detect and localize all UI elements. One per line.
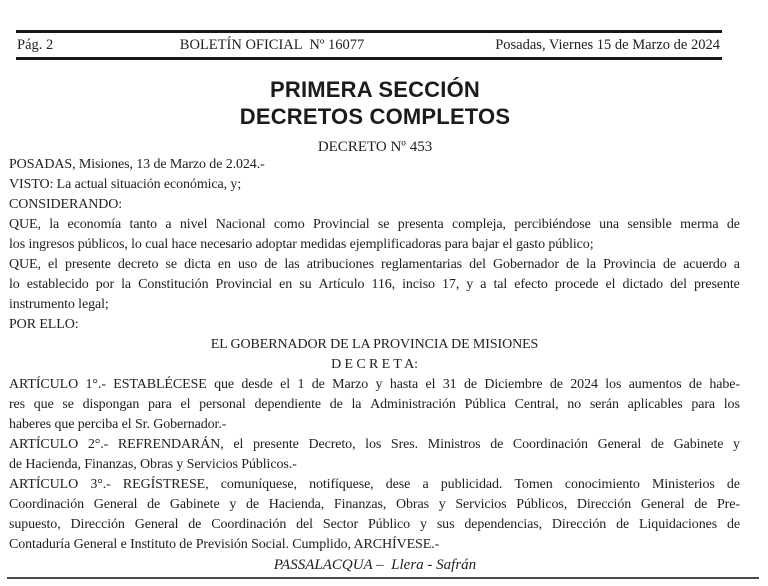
footer-rule [7,577,759,579]
signature-line: PASSALACQUA – Llera - Safrán [273,557,477,573]
body-line: POR ELLO: [9,317,79,332]
bulletin-title: BOLETÍN OFICIAL Nº 16077 [179,37,365,53]
header-rule-bottom [16,57,722,60]
header-rule-top [16,30,722,33]
body-line: ARTÍCULO 2°.- REFRENDARÁN, el presente Decreto, los Sres. Ministros de Coordinación General de Gabinete y [9,437,740,452]
body-line: Contaduría General e Instituto de Previsión Social. Cumplido, ARCHÍVESE.- [9,537,440,552]
body-line: EL GOBERNADOR DE LA PROVINCIA DE MISIONES [210,337,539,352]
decree-body [9,155,740,555]
section-title: PRIMERA SECCIÓN [270,77,480,102]
body-line: los ingresos públicos, lo cual hace necesario adoptar medidas ejemplificadoras para bajar el gasto público; [9,237,594,252]
body-line: QUE, la economía tanto a nivel Nacional como Provincial se presenta compleja, percibiéndose una sensible merma de [9,217,740,232]
section-heading [0,76,750,130]
body-line: instrumento legal; [9,297,109,312]
page-number: Pág. 2 [17,37,54,53]
body-line: VISTO: La actual situación económica, y; [9,177,242,192]
issue-date: Posadas, Viernes 15 de Marzo de 2024 [495,37,720,53]
body-line: haberes que perciba el Sr. Gobernador.- [9,417,227,432]
body-line: CONSIDERANDO: [9,197,123,212]
page-header [16,36,722,54]
body-line: ARTÍCULO 3°.- REGÍSTRESE, comuníquese, notifíquese, dese a publicidad. Tomen conocimiento Ministerios de [9,477,740,492]
body-line: res que se dispongan para el personal dependiente de la Administración Pública Central, no serán aplicables para los [9,397,740,412]
body-line: POSADAS, Misiones, 13 de Marzo de 2.024.- [9,157,265,172]
body-line: supuesto, Dirección General de Coordinación del Sector Público y sus dependencias, Dirección de Liquidaciones de [9,517,740,532]
body-line: QUE, el presente decreto se dicta en uso de las atribuciones reglamentarias del Gobernador de la Provincia de acuerdo a [9,257,740,272]
section-subtitle: DECRETOS COMPLETOS [239,104,511,129]
body-line: ARTÍCULO 1°.- ESTABLÉCESE que desde el 1 de Marzo y hasta el 31 de Diciembre de 2024 los aumentos de habe- [9,377,740,392]
body-line: D E C R E T A: [331,357,418,372]
body-line: de Hacienda, Finanzas, Obras y Servicios Públicos.- [9,457,297,472]
decree-number: DECRETO Nº 453 [317,139,433,155]
body-line: Coordinación General de Gabinete y de Hacienda, Finanzas, Obras y Servicios Públicos, Dirección General de Pre- [9,497,740,512]
body-line: lo establecido por la Constitución Provincial en su Artículo 116, inciso 17, y a tal efecto procede el dictado del presente [9,277,740,292]
